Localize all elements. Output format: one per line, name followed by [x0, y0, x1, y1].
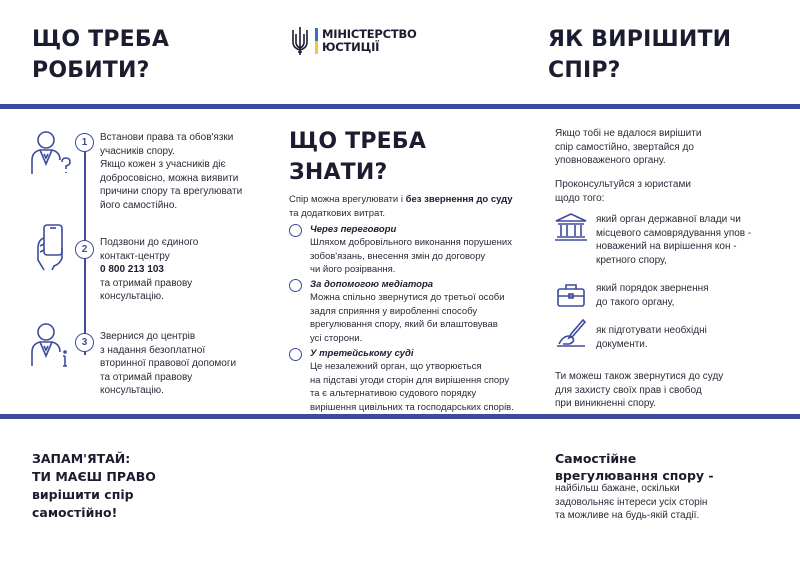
- option-1-radio: [289, 224, 302, 237]
- right-title: ЯК ВИРІШИТИ СПІР?: [548, 27, 732, 83]
- right-item-3-text: як підготувати необхідні документи.: [596, 325, 707, 350]
- top-divider: [0, 104, 800, 109]
- middle-title: ЩО ТРЕБА ЗНАТИ?: [289, 129, 427, 185]
- businessman-info-icon: [28, 320, 72, 378]
- self-settlement-body: найбільш бажане, оскільки задовольняє інтереси усіх сторін та можливе на будь-якій стадії.: [555, 483, 708, 522]
- step-3-text: Звернися до центрів з надання безоплатної вторинної правової допомоги та отримай правову консультацію.: [100, 331, 237, 397]
- left-title: ЩО ТРЕБА РОБИТИ?: [32, 27, 170, 83]
- flag-bar: [315, 28, 318, 54]
- briefcase-icon: [556, 282, 586, 308]
- option-2-radio: [289, 279, 302, 292]
- hotline-number[interactable]: 0 800 213 103: [100, 264, 164, 276]
- step-1-text: Встанови права та обов'язки учасників спору. Якщо кожен з учасників діє добросовісно, можна виявити причини спору та врегулювати його самостійно.: [100, 132, 243, 211]
- option-2: За допомогою медіатора Можна спільно звернутися до третьої особи задля сприяння у виробленні способу врегулювання спору, який би влаштовував усі сторони.: [310, 279, 505, 344]
- self-settlement-title: Самостійне врегулювання спору -: [555, 451, 714, 483]
- step-2-number: 2: [75, 240, 94, 259]
- step-2-text: Подзвони до єдиного контакт-центру 0 800 213 103 та отримай правову консультацію.: [100, 236, 280, 304]
- businessman-question-icon: [28, 128, 72, 186]
- right-item-1-text: який орган державної влади чи місцевого самоврядування упов - новажений на вирішення кон - кретного спору,: [596, 214, 752, 266]
- bottom-divider: [0, 414, 800, 419]
- step-3-number: 3: [75, 333, 94, 352]
- right-item-2-text: який порядок звернення до такого органу,: [596, 283, 709, 308]
- step-1-number: 1: [75, 133, 94, 152]
- option-1: Через переговори Шляхом добровільного виконання порушених зобов'язань, внесення змін до договору чи його розірвання.: [310, 224, 512, 275]
- middle-intro: Спір можна врегулювати і без звернення до суду та додаткових витрат.: [289, 194, 513, 219]
- option-3-radio: [289, 348, 302, 361]
- right-court: Ти можеш також звернутися до суду для захисту своїх прав і свобод при виникненні спору.: [555, 371, 724, 410]
- option-3: У третейському суді Це незалежний орган, що утворюється на підставі угоди сторін для вирішення спору та є альтернативою судового порядку вирішення цивільних та господарських спорів.: [310, 348, 514, 413]
- government-building-icon: [554, 212, 588, 242]
- remember-block: ЗАПАМ'ЯТАЙ: ТИ МАЄШ ПРАВО вирішити спір самостійно!: [32, 451, 156, 520]
- trident-emblem-icon: [290, 26, 310, 56]
- ministry-logo: МІНІСТЕРСТВО ЮСТИЦІЇ: [290, 26, 417, 56]
- right-intro: Якщо тобі не вдалося вирішити спір самостійно, звертайся до уповноваженого органу.: [555, 128, 702, 167]
- hand-phone-icon: [30, 222, 72, 274]
- right-consult: Проконсультуйся з юристами щодо того:: [555, 179, 691, 204]
- hand-writing-icon: [555, 318, 587, 348]
